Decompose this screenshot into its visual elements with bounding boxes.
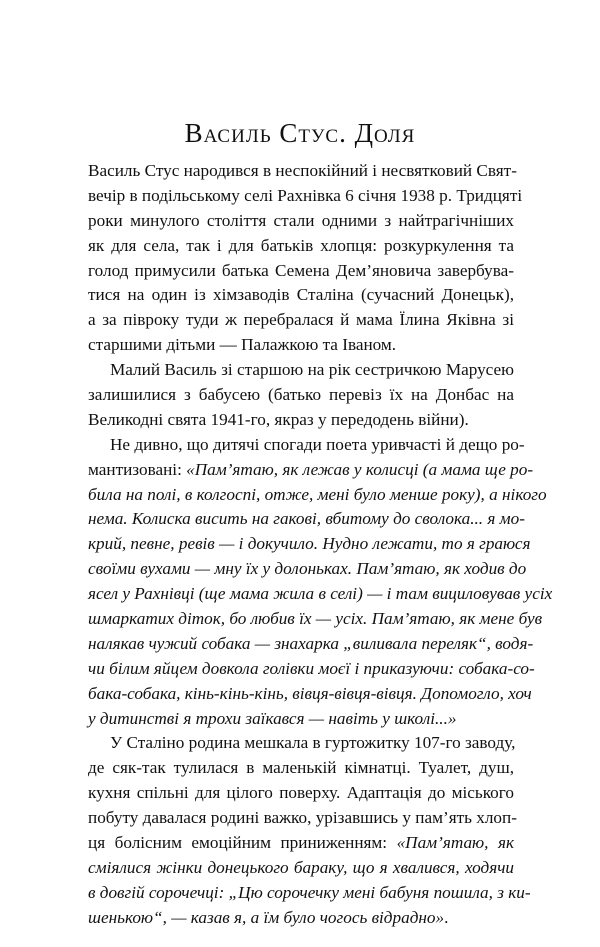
quote-line: чи білим яйцем довкола голівки моєї і приказуючи: собака-со-: [88, 658, 535, 678]
text-line: Василь Стус народився в неспокійний і несвятковий Свят-: [88, 161, 517, 180]
text-line: Не дивно, що дитячі спогади поета уривчасті й дещо ро-: [110, 434, 525, 454]
text-line: вечір в подільському селі Рахнівка 6 січня 1938 р. Тридцяті: [88, 185, 523, 205]
text-line: тися на один із хімзаводів Сталіна (сучасний Донецьк),: [88, 285, 514, 305]
text-line: Великодні свята 1941-го, якраз у передодень війни).: [88, 409, 469, 429]
text-line: старшими дітьми — Палажкою та Іваном.: [88, 335, 397, 355]
quote-span: «Пам’ятаю, як: [396, 833, 514, 853]
text-span: ця болісним емоційним приниженням:: [88, 833, 397, 853]
quote-line: шмаркатих діток, бо любив їх — усіх. Пам’ятаю, як мене був: [88, 609, 543, 629]
text-line: кухня спільні для цілого поверху. Адаптація до міського: [88, 783, 514, 803]
text-line: У Сталіно родина мешкала в гуртожитку 107-го заводу,: [110, 733, 516, 753]
quote-span: шенькою“, — казав я, а їм було чогось відрадно»: [88, 907, 445, 927]
text-line-mixed: [88, 906, 514, 931]
text-line: Малий Василь зі старшою на рік сестричкою Марусею: [110, 360, 514, 380]
body-text: [88, 159, 553, 931]
text-line: роки минулого століття стали одними з найтрагічніших: [88, 210, 514, 230]
text-line-mixed: [88, 831, 514, 856]
text-span: .: [444, 907, 449, 927]
text-line-mixed: [88, 458, 534, 483]
quote-line: у дитинстві я трохи заїкався — навіть у школі...»: [88, 708, 457, 728]
quote-line: бака-собака, кінь-кінь-кінь, вівця-вівця-вівця. Допомогло, хоч: [88, 683, 532, 703]
text-line: голод примусили батька Семена Дем’яновича завербува-: [88, 260, 514, 280]
quote-line: сміялися жінки донецького бараку, що я хвалився, ходячи: [88, 857, 514, 877]
text-line: залишилися з бабусею (батько перевіз їх на Донбас на: [88, 385, 514, 405]
text-line: побуту давалася родині важко, урізавшись у пам’ять хлоп-: [88, 808, 517, 828]
text-line: а за півроку туди ж перебралася й мама Їлина Яківна зі: [88, 310, 514, 330]
quote-line: налякав чужий собака — знахарка „виливала переляк“, водя-: [88, 633, 534, 653]
text-line: де сяк-так тулилася в маленькій кімнатці. Туалет, душ,: [88, 758, 514, 778]
quote-span: «Пам’ятаю, як лежав у колисці (а мама ще ро-: [186, 459, 534, 479]
chapter-title: Василь Стус. Доля: [184, 118, 416, 148]
quote-line: нема. Колиска висить на гакові, вбитому до сволока... я мо-: [88, 509, 525, 529]
quote-line: в довгій сорочечці: „Цю сорочечку мені бабуня пошила, з ки-: [88, 882, 531, 902]
quote-line: крий, певне, ревів — і докучило. Нудно лежати, то я граюся: [88, 534, 531, 554]
text-line: як для села, так і для батьків хлопця: розкуркулення та: [88, 235, 514, 255]
text-span: мантизовані:: [88, 459, 187, 479]
quote-line: ясел у Рахнівці (ще мама жила в селі) — і там вициловував усіх: [88, 584, 553, 604]
quote-line: своїми вухами — мну їх у долоньках. Пам’ятаю, як ходив до: [88, 559, 527, 579]
quote-line: била на полі, в колгоспі, отже, мені було менше року), а нікого: [88, 484, 547, 504]
